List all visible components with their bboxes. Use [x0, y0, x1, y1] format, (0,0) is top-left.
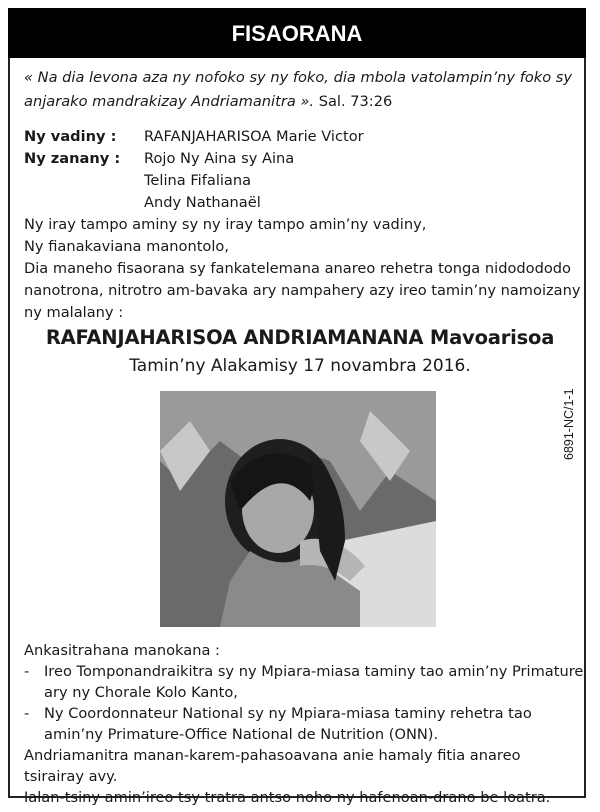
ad-code: 6891-NC/1-1 [562, 388, 576, 460]
quote-text: « Na dia levona aza ny nofoko sy ny foko, dia mbola vatolampin’ny foko sy anjarako mandrakizay Andriamanitra ». [24, 69, 573, 110]
body-line: Dia maneho fisaorana sy fankatelemana anareo rehetra tonga nidodododo nanotrona, nitrotro am-bavaka ary nampahery azy ireo tamin’ny namoizany ny malalany : [24, 260, 581, 321]
spouse-label: Ny vadiny : [24, 128, 117, 145]
death-date: Tamin’ny Alakamisy 17 novambra 2016. [129, 356, 471, 376]
portrait-photo [160, 391, 436, 627]
closing-line: Andriamanitra manan-karem-pahasoavana anie hamaly fitia anareo tsirairay avy. [24, 747, 521, 785]
notice-header: FISAORANA [8, 8, 586, 58]
child-name: Andy Nathanaël [144, 194, 261, 211]
spouse-name: RAFANJAHARISOA Marie Victor [144, 128, 364, 145]
quote-reference: Sal. 73:26 [318, 93, 393, 110]
thanks-body [24, 214, 584, 324]
acknowledgement [24, 640, 584, 808]
ack-item: - Ireo Tomponandraikitra sy ny Mpiara-miasa taminy tao amin’ny Primature ary ny Chorale Kolo Kanto, [24, 663, 584, 701]
closing-line: Ialan-tsiny amin’ireo tsy tratra antso noho ny hafenoan-drano be loatra. [24, 789, 551, 806]
children-label: Ny zanany : [24, 150, 121, 167]
ack-title: Ankasitrahana manokana : [24, 642, 220, 659]
ack-item: - Ny Coordonnateur National sy ny Mpiara-miasa taminy rehetra tao amin’ny Primature-Office National de Nutrition (ONN). [24, 705, 532, 743]
bible-quote [24, 66, 576, 114]
family-list [24, 126, 576, 214]
body-line: Ny iray tampo aminy sy ny iray tampo amin’ny vadiny, [24, 216, 427, 233]
deceased-name: RAFANJAHARISOA ANDRIAMANANA Mavoarisoa [45, 326, 555, 349]
child-name: Telina Fifaliana [144, 172, 252, 189]
body-line: Ny fianakaviana manontolo, [24, 238, 229, 255]
child-name: Rojo Ny Aina sy Aina [144, 150, 295, 167]
